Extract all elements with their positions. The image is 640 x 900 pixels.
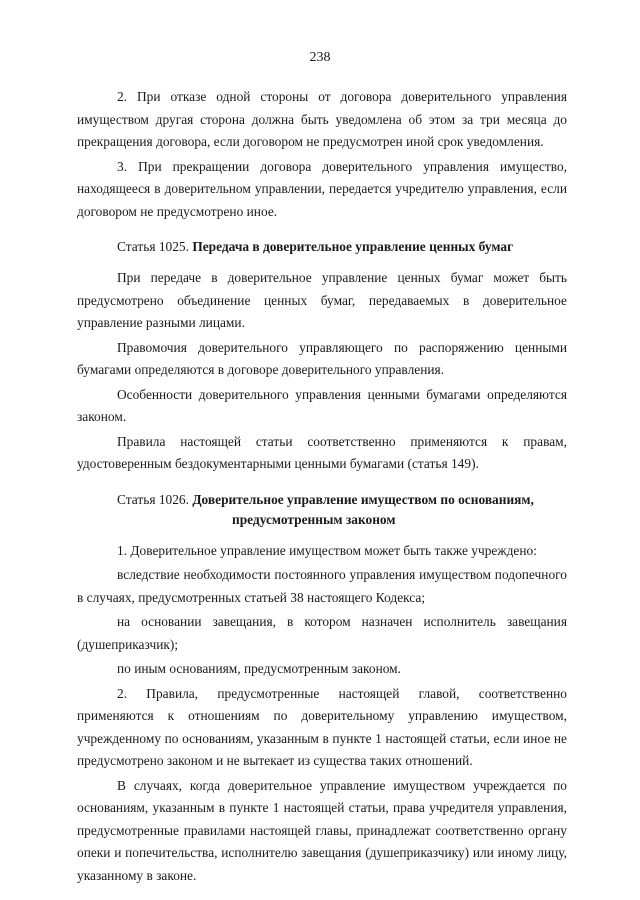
paragraph: В случаях, когда доверительное управление имуществом учреждается по основаниям, указанным в пункте 1 настоящей статьи, права учредителя управления, предусмотренные правилами настоящей главы, принадлежат соответственно органу опеки и попечительства, исполнителю завещания (душеприказчику) или иному лицу, указанному в законе. [77, 777, 567, 883]
paragraph: Правомочия доверительного управляющего по распоряжению ценными бумагами определяются в договоре доверительного управления. [77, 339, 567, 377]
paragraph: вследствие необходимости постоянного управления имуществом подопечного в случаях, предусмотренных статьей 38 настоящего Кодекса; [77, 567, 567, 605]
article-title-line1: Доверительное управление имуществом по основаниям, [192, 491, 534, 507]
paragraph: на основании завещания, в котором назначен исполнитель завещания (душеприказчик); [77, 614, 567, 652]
paragraph: 2. При отказе одной стороны от договора доверительного управления имуществом другая сторона должна быть уведомлена об этом за три месяца до прекращения договора, если договором не предусмотрен иной срок уведомления. [77, 89, 567, 149]
article-title-line2: предусмотренным законом [232, 511, 396, 527]
paragraph: Особенности доверительного управления ценными бумагами определяются законом. [77, 386, 567, 424]
page-content [77, 86, 567, 887]
paragraph: 2. Правила, предусмотренные настоящей главой, соответственно применяются к отношениям по доверительному управлению имуществом, учрежденному по основаниям, указанным в пункте 1 настоящей статьи, если иное не предусмотрено законом и не вытекает из существа таких отношений. [77, 685, 567, 768]
article-number: Статья 1026. [117, 491, 189, 507]
article-title: Передача в доверительное управление ценных бумаг [192, 239, 514, 254]
paragraph: При передаче в доверительное управление ценных бумаг может быть предусмотрено объединение ценных бумаг, передаваемых в доверительное управление разными лицами. [77, 270, 567, 330]
paragraph: 1. Доверительное управление имуществом может быть также учреждено: [117, 542, 537, 558]
paragraph: по иным основаниям, предусмотренным законом. [117, 661, 402, 676]
article-1026-heading [77, 490, 567, 530]
page-number: 238 [309, 50, 331, 65]
article-1025-heading [77, 237, 567, 257]
paragraph: 3. При прекращении договора доверительного управления имущество, находящееся в доверительном управлении, передается учредителю управления, если договором не предусмотрено иное. [77, 158, 567, 219]
paragraph: Правила настоящей статьи соответственно применяются к правам, удостоверенным бездокументарными ценными бумагами (статья 149). [77, 433, 567, 471]
article-number: Статья 1025. [117, 239, 189, 254]
